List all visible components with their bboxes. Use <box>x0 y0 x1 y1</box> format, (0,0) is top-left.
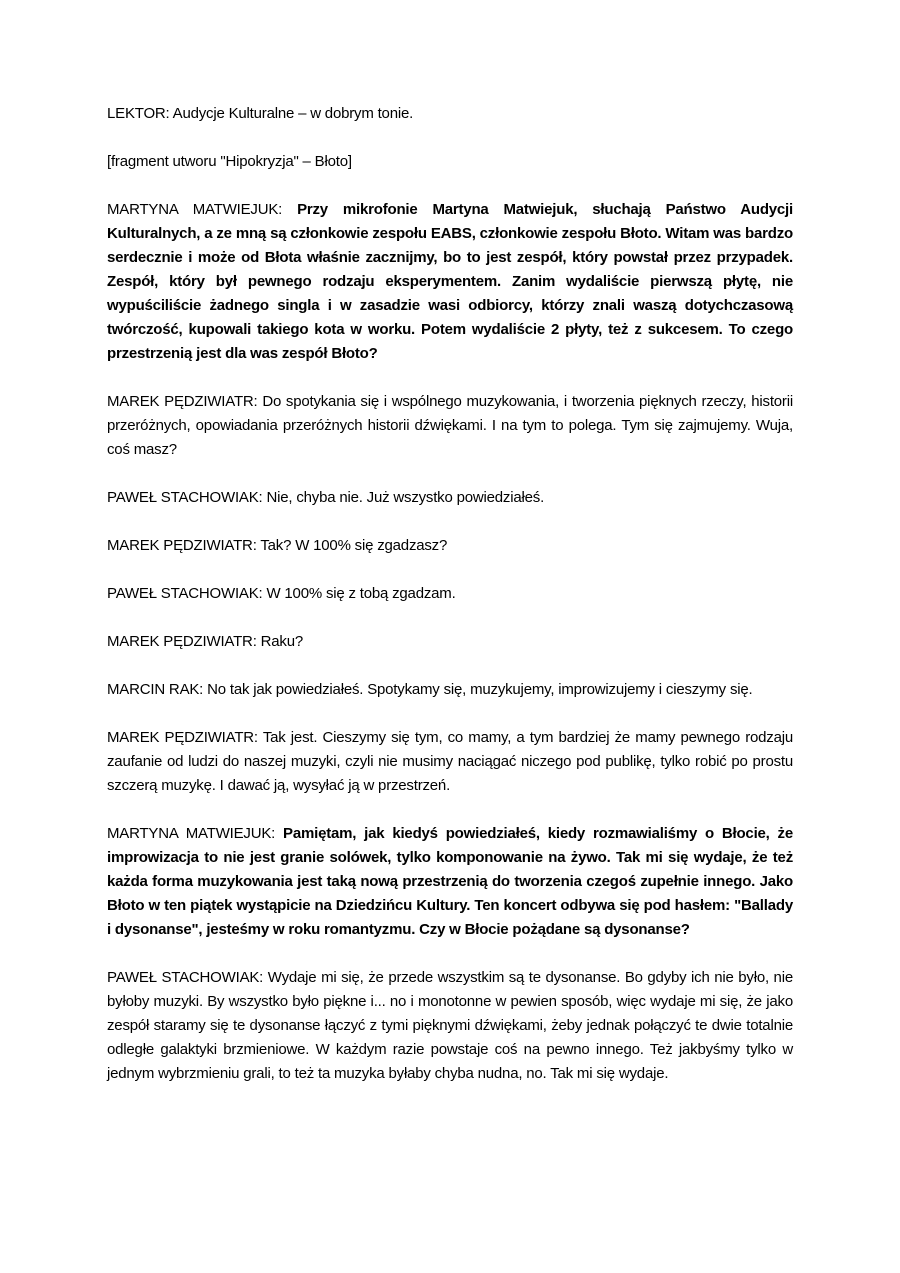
speech-text: No tak jak powiedziałeś. Spotykamy się, muzykujemy, improwizujemy i cieszymy się. <box>207 681 753 698</box>
transcript-paragraph <box>107 822 793 942</box>
transcript-paragraph <box>107 150 793 174</box>
speech-text: W 100% się z tobą zgadzam. <box>266 585 456 602</box>
speaker-name: MAREK PĘDZIWIATR: <box>107 393 263 410</box>
transcript-paragraph <box>107 486 793 510</box>
transcript-body <box>107 102 793 1110</box>
speaker-name: LEKTOR: <box>107 105 173 122</box>
speaker-name: MARTYNA MATWIEJUK: <box>107 825 284 842</box>
speech-text: Tak? W 100% się zgadzasz? <box>260 537 448 554</box>
speaker-name: MAREK PĘDZIWIATR: <box>107 633 261 650</box>
speaker-name: PAWEŁ STACHOWIAK: <box>107 489 267 506</box>
transcript-paragraph <box>107 966 793 1086</box>
speech-text: Nie, chyba nie. Już wszystko powiedziałeś. <box>266 489 545 506</box>
speech-text: Wydaje mi się, że przede wszystkim są te dysonanse. Bo gdyby ich nie było, nie byłoby muzyki. By wszystko było piękne i... no i monotonne w pewien sposób, więc wydaje mi się, że jako zespół staramy się te dysonanse łączyć z tymi pięknymi dźwiękami, żeby jednak połączyć te dwie totalnie odległe galaktyki brzmieniowe. W każdym razie powstaje coś na pewno innego. Też jakbyśmy tylko w jednym wybrzmieniu grali, to też ta muzyka byłaby chyba nudna, no. Tak mi się wydaje. <box>107 969 793 1082</box>
transcript-paragraph <box>107 678 793 702</box>
speech-text: Audycje Kulturalne – w dobrym tonie. <box>172 105 414 122</box>
speaker-name: PAWEŁ STACHOWIAK: <box>107 585 267 602</box>
transcript-paragraph <box>107 390 793 462</box>
speaker-name: MARTYNA MATWIEJUK: <box>107 201 298 218</box>
transcript-paragraph <box>107 198 793 366</box>
transcript-paragraph <box>107 630 793 654</box>
speaker-name: PAWEŁ STACHOWIAK: <box>107 969 268 986</box>
speaker-name: MARCIN RAK: <box>107 681 208 698</box>
speech-text: Przy mikrofonie Martyna Matwiejuk, słuchają Państwo Audycji Kulturalnych, a ze mną są członkowie zespołu EABS, członkowie zespołu Błoto. Witam was bardzo serdecznie i może od Błota właśnie zacznijmy, bo to jest zespół, który powstał przez przypadek. Zespół, który był pewnego rodzaju eksperymentem. Zanim wydaliście pierwszą płytę, nie wypuściliście żadnego singla i w zasadzie wasi odbiorcy, którzy znali waszą dotychczasową twórczość, kupowali takiego kota w worku. Potem wydaliście 2 płyty, też z sukcesem. To czego przestrzenią jest dla was zespół Błoto? <box>107 201 793 362</box>
transcript-paragraph <box>107 102 793 126</box>
transcript-paragraph <box>107 582 793 606</box>
speech-text: Tak jest. Cieszymy się tym, co mamy, a tym bardziej że mamy pewnego rodzaju zaufanie od ludzi do naszej muzyki, czyli nie musimy naciągać niczego pod publikę, tylko robić po prostu szczerą muzykę. I dawać ją, wysyłać ją w przestrzeń. <box>107 729 794 794</box>
speech-text: Raku? <box>260 633 304 650</box>
speaker-name: MAREK PĘDZIWIATR: <box>107 537 261 554</box>
speech-text: Do spotykania się i wspólnego muzykowania, i tworzenia pięknych rzeczy, historii przeróżnych, opowiadania przeróżnych historii dźwiękami. I na tym to polega. Tym się zajmujemy. Wuja, coś masz? <box>107 393 793 458</box>
transcript-paragraph <box>107 726 793 798</box>
speech-text: [fragment utworu "Hipokryzja" – Błoto] <box>107 153 352 170</box>
transcript-paragraph <box>107 534 793 558</box>
speaker-name: MAREK PĘDZIWIATR: <box>107 729 263 746</box>
speech-text: Pamiętam, jak kiedyś powiedziałeś, kiedy rozmawialiśmy o Błocie, że improwizacja to nie jest granie solówek, tylko komponowanie na żywo. Tak mi się wydaje, że też każda forma muzykowania jest taką nową przestrzenią do tworzenia czegoś zupełnie innego. Jako Błoto w ten piątek wystąpicie na Dziedzińcu Kultury. Ten koncert odbywa się pod hasłem: "Ballady i dysonanse", jesteśmy w roku romantyzmu. Czy w Błocie pożądane są dysonanse? <box>107 825 793 938</box>
